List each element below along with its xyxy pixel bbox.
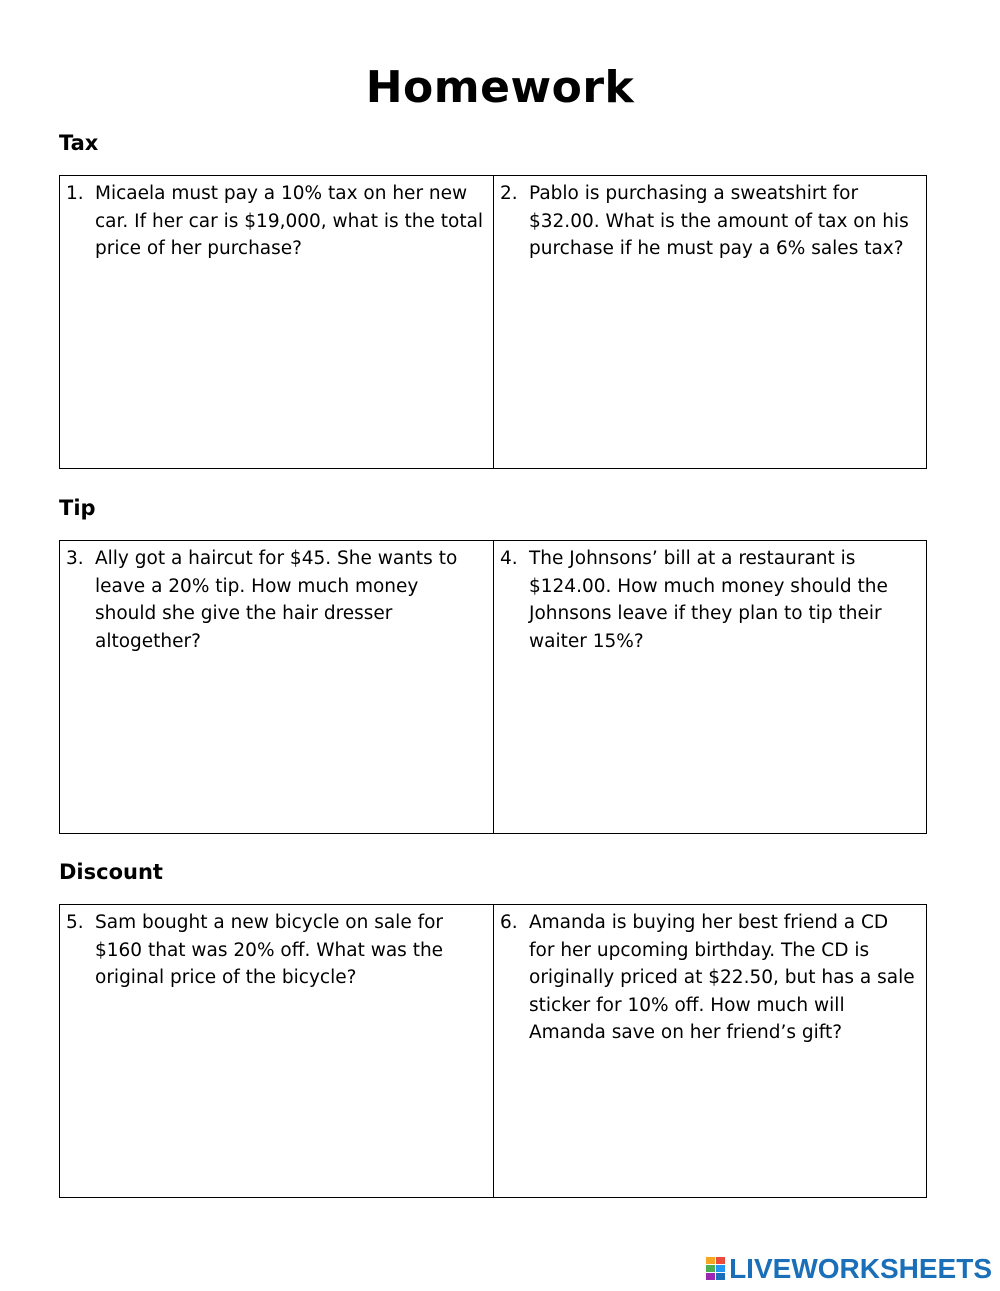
question-cell-6 — [493, 905, 926, 1197]
question-text: The Johnsons’ bill at a restaurant is $124.00. How much money should the Johnsons leave if they plan to tip their waiter 15%? — [529, 548, 888, 652]
question-cell-4 — [493, 541, 926, 833]
question-text: Amanda is buying her best friend a CD for her upcoming birthday. The CD is originally priced at $22.50, but has a sale sticker for 10% off. How much will Amanda save on her friend’s gift? — [529, 912, 915, 1043]
question-number: 2. — [500, 183, 518, 204]
question-grid-tax — [59, 175, 927, 469]
section-heading-discount: Discount — [59, 860, 163, 884]
question-grid-discount — [59, 904, 927, 1198]
section-heading-tip: Tip — [59, 496, 96, 520]
liveworksheets-logo-icon — [706, 1257, 726, 1281]
question-number: 6. — [500, 912, 518, 933]
question-cell-5 — [60, 905, 493, 1197]
section-heading-tax: Tax — [59, 131, 99, 155]
question-text: Micaela must pay a 10% tax on her new car. If her car is $19,000, what is the total price of her purchase? — [95, 183, 484, 259]
question-number: 4. — [500, 548, 518, 569]
question-text: Ally got a haircut for $45. She wants to leave a 20% tip. How much money should she give the hair dresser altogether? — [95, 548, 458, 652]
question-grid-tip — [59, 540, 927, 834]
question-cell-3 — [60, 541, 493, 833]
question-number: 3. — [66, 548, 84, 569]
question-cell-1 — [60, 176, 493, 468]
page-title: Homework — [365, 62, 635, 113]
question-cell-2 — [493, 176, 926, 468]
liveworksheets-brand[interactable] — [706, 1253, 992, 1285]
question-text: Sam bought a new bicycle on sale for $160 that was 20% off. What was the original price of the bicycle? — [95, 912, 444, 988]
question-number: 1. — [66, 183, 84, 204]
question-text: Pablo is purchasing a sweatshirt for $32.00. What is the amount of tax on his purchase if he must pay a 6% sales tax? — [529, 183, 909, 259]
brand-text: LIVEWORKSHEETS — [729, 1253, 992, 1284]
question-number: 5. — [66, 912, 84, 933]
